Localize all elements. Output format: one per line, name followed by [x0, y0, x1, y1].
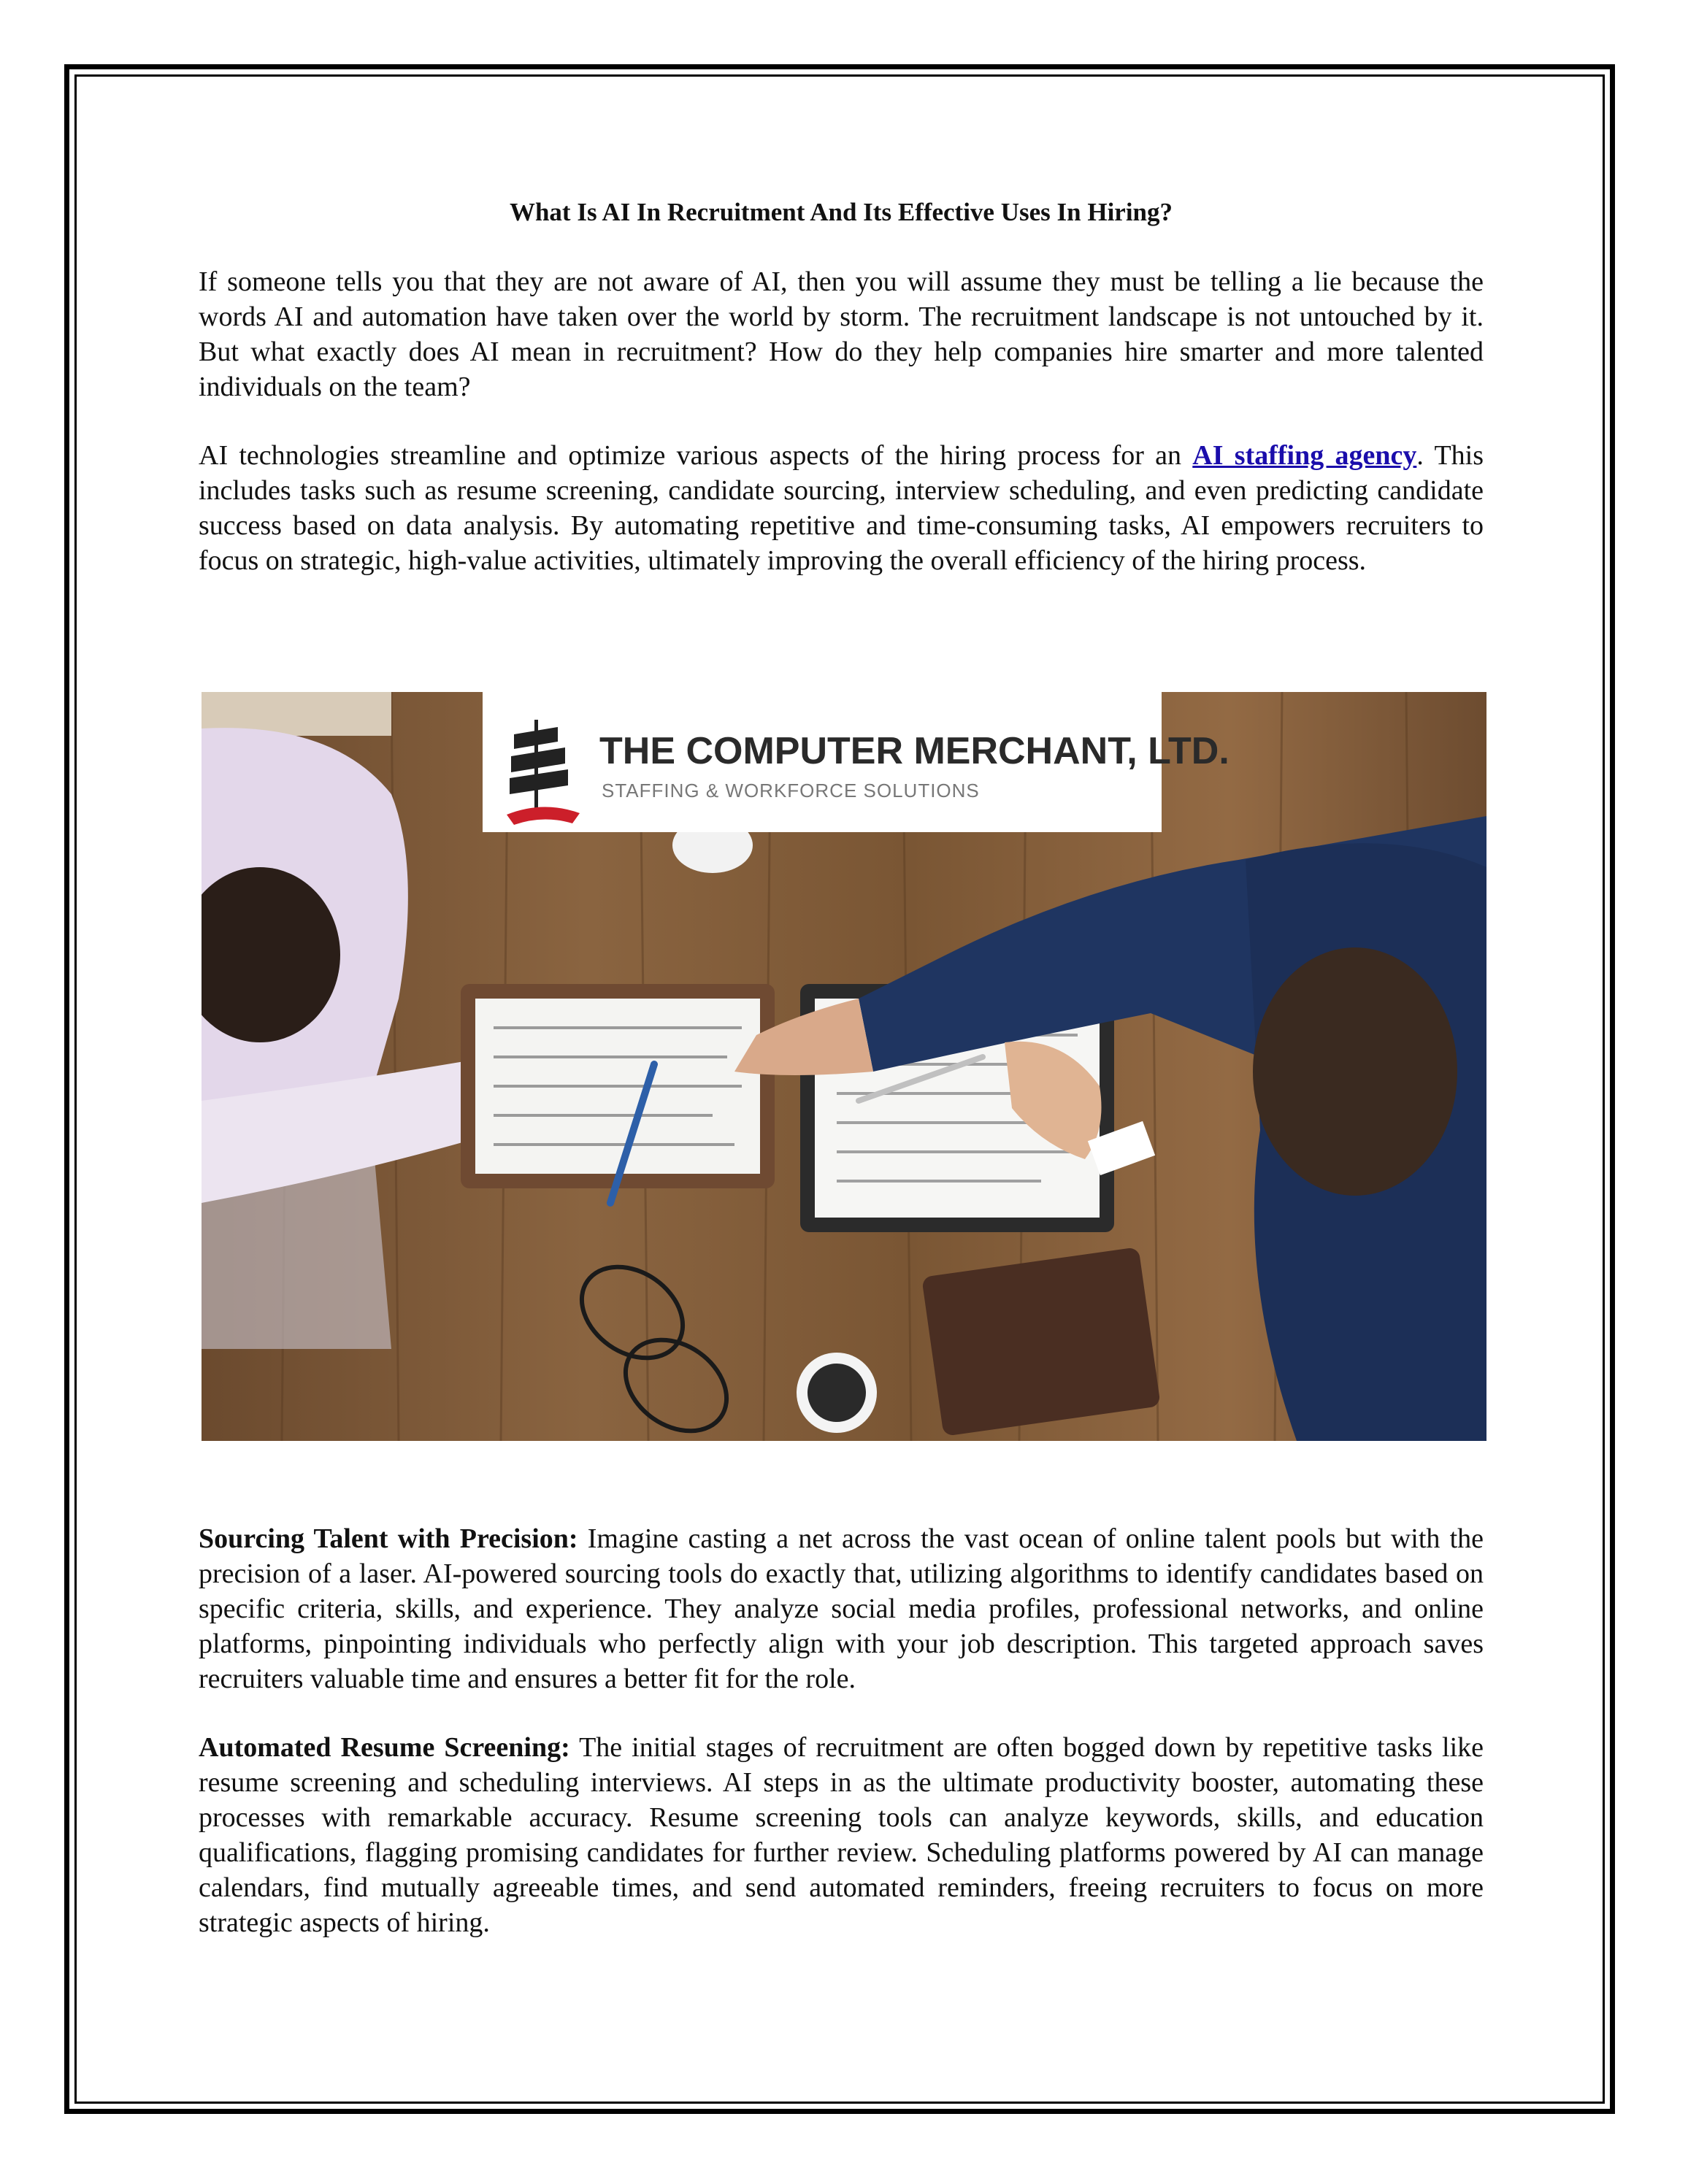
section-sourcing — [199, 1521, 1484, 1696]
section-heading: Automated Resume Screening: — [199, 1732, 570, 1763]
section-heading: Sourcing Talent with Precision: — [199, 1523, 578, 1554]
sections — [199, 1521, 1484, 1974]
section-text: The initial stages of recruitment are often bogged down by repetitive tasks like resume screening and scheduling interviews. AI steps in as the ultimate productivity booster, automating these processes with remarkable accuracy. Resume screening tools can analyze keywords, skills, and education qualifications, flagging promising candidates for further review. Scheduling platforms powered by AI can manage calendars, find mutually agreeable times, and send automated reminders, freeing recruiters to focus on more strategic aspects of hiring. — [199, 1732, 1484, 1938]
handshake-photo — [202, 692, 1486, 1441]
section-resume-screening — [199, 1730, 1484, 1940]
logo-subtitle: STAFFING & WORKFORCE SOLUTIONS — [602, 780, 980, 801]
paragraph-text-after-link: . This includes tasks such as resume screening, candidate sourcing, interview scheduling, and even predicting candidate success based on data analysis. By automating repetitive and time-consuming tasks, AI empowers recruiters to focus on strategic, high-value activities, ultimately improving the overall efficiency of the hiring process. — [199, 439, 1484, 576]
intro-paragraph: If someone tells you that they are not aware of AI, then you will assume they must be telling a lie because the words AI and automation have taken over the world by storm. The recruitment landscape is not untouched by it. But what exactly does AI mean in recruitment? How do they help companies hire smarter and more talented individuals on the team? — [199, 266, 1484, 402]
ai-staffing-agency-link[interactable]: AI staffing agency — [1192, 439, 1417, 471]
section-text: Imagine casting a net across the vast ocean of online talent pools but with the precision of a laser. AI-powered sourcing tools do exactly that, utilizing algorithms to identify candidates based on specific criteria, skills, and experience. They analyze social media profiles, professional networks, and online platforms, pinpointing individuals who perfectly align with your job description. This targeted approach saves recruiters valuable time and ensures a better fit for the role. — [199, 1523, 1484, 1694]
logo-title: THE COMPUTER MERCHANT, LTD. — [599, 730, 1229, 772]
document-title: What Is AI In Recruitment And Its Effective Uses In Hiring? — [509, 198, 1173, 226]
paragraph-text-before-link: AI technologies streamline and optimize various aspects of the hiring process for an — [199, 439, 1193, 471]
document-body — [199, 196, 1484, 612]
staffing-paragraph — [199, 438, 1484, 578]
